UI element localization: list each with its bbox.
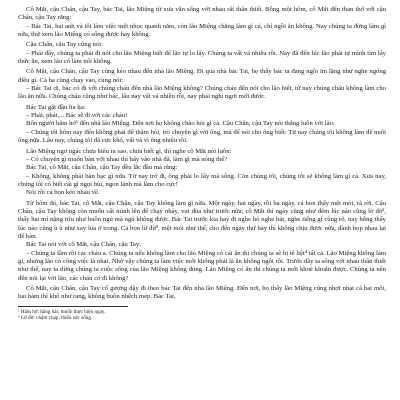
paragraph: Cô Mắt, cậu Chân, cậu Tay cùng kéo nhau đến nhà lão Miệng. Đi qua nhà bác Tai, họ thấy bác ta đang ngồi im lặng như nghe ngóng điều gì. Cả ba cùng chạy vào, cùng nói: — [18, 68, 386, 84]
paragraph: Bác Tai, cô Mắt, cậu Chân, cậu Tay đều lắc đầu mà rằng: — [26, 164, 178, 172]
paragraph: Nói rồi cả bọn kéo nhau về. — [26, 189, 100, 197]
paragraph: Bác Tai nói với cô Mắt, cậu Chân, cậu Tay: — [26, 241, 141, 249]
story-body — [18, 6, 386, 302]
paragraph: – Bác Tai ơi, bác có đi với chúng cháu đến nhà lão Miệng không? Chúng cháu đến nói cho lão biết, từ nay chúng cháu không làm cho lão ăn nữa. Chúng cháu cũng như bác, lâu nay vất vả nhiều rồi, nay phải nghỉ ngơi mới được. — [18, 85, 386, 101]
paragraph: Từ hôm đó, bác Tai, cô Mắt, cậu Chân, cậu Tay không làm gì nữa. Một ngày, hai ngày, rồi ba ngày, cả bọn thấy mệt mỏi, rã rời. Cậu Chân, cậu Tay không còn muốn cất mình lên để chạy nhảy, vui đùa như trước nữa; cô Mắt thì ngày cũng như đêm lúc nào cũng lờ đờ², thấy hai mí nặng trĩu như buồn ngủ mà ngủ không được. Bác Tai trước kia hay đi nghe hò nghe hát, nghe tiếng gì cũng rõ, nay bỗng thấy lúc nào cũng ù ù như xay lúa ở trong. Cả bọn lừ đừ³, mệt mỏi như thế, cho đến ngày thứ bảy thì không chịu được nữa, đành họp nhau lại để bàn. — [18, 199, 386, 240]
paragraph: Bác Tai gật đầu lia lịa: — [26, 103, 86, 111]
paragraph: Lão Miệng ngơ ngác chưa hiểu ra sao, chưa biết gì, thì nghe cô Mắt nói luôn: — [26, 147, 232, 155]
paragraph: – Phải, phải,... Bác sẽ đi với các cháu! — [26, 112, 128, 120]
paragraph: Cô Mắt, cậu Chân, cậu Tay cố gượng dậy đi theo bác Tai đến nhà lão Miệng. Đến nơi, họ thấy lão Miệng cũng nhợt nhạt cả hai môi, hai hàm thì khô như rang, không buồn nhếch mép. Bác Tai, — [18, 285, 386, 301]
paragraph: – Chúng ta lầm rồi các cháu a. Chúng ta nếu không làm cho lão Miệng có cái ăn thì chúng ta sẽ bị tê liệt⁴ tất cả. Lão Miệng không làm gì, nhưng lão có công việc là nhai. Nhờ vậy chúng ta làm việc mới không phải là ăn không ngồi rồi. Trước đây ta sống với nhau thân thiết như thế, nay ta dừng chúng ta cuộc sống của lão Miệng không đúng. Lão Miệng có ăn thì chúng ta mới khoẻ khoắn được. Chúng ta nên đến nói lại với lão, các cháu có đi không? — [18, 249, 386, 282]
paragraph: – Có chuyện gì muốn bàn với nhau thì hãy vào nhà đã, làm gì mà nóng thế? — [26, 155, 228, 163]
paragraph: Cô Mắt, cậu Chân, cậu Tay, bác Tai, lão Miệng từ xưa vẫn sống với nhau rất thân thiết. Bỗng một hôm, cô Mắt đến than thở với cậu Chân, cậu Tay rằng: — [18, 6, 386, 22]
footnote: ² Lờ đờ: chậm chạp, thiếu sức sống. — [18, 315, 93, 322]
paragraph: Cậu Chân, cậu Tay cũng nói: — [26, 41, 103, 49]
paragraph: – Chúng tôi hôm nay đến không phải để thăm hỏi, trò chuyện gì với ông, mà để nói cho ông biết: Từ nay chúng tôi không làm để nuôi ông nữa. Lâu nay, chúng tôi đã cực khổ, vất vả vì ông nhiều rồi. — [18, 128, 386, 145]
paragraph: – Phải đấy, chúng ta phải đi nói cho lão Miệng biết để lão tự lo lấy. Chúng ta vất vả nhiều rồi. Nay đã đến lúc lão phải tự mình tìm lấy thức ăn, xem lão có làm nổi không. — [18, 49, 386, 66]
footnotes — [18, 306, 386, 322]
paragraph: Bốn người hăm hở¹ đến nhà lão Miệng. Đến nơi họ không chào hỏi gì cả. Cậu Chân, cậu Tay nói thẳng luôn với lão: — [26, 120, 335, 128]
paragraph: – Không, không phải bàn bạc gì nữa. Từ nay trở đi, ông phải lo lấy mà sống. Còn chúng tôi, chúng tôi sẽ không làm gì cả. Xưa nay, chúng tôi có biết cái gì ngọt bùi, ngon lành mà làm cho cực! — [18, 172, 386, 188]
footnote: ¹ Hăm hở: hăng hái, muốn thực hiện ngay. — [18, 308, 106, 315]
paragraph: – Bác Tai, hai anh và tôi làm việc mệt nhọc quanh năm, còn lão Miệng chẳng làm gì cả, chỉ ngồi ăn không. Nay chúng ta đừng làm gì nữa, thử xem lão Miệng có sống được hay không. — [18, 22, 386, 39]
